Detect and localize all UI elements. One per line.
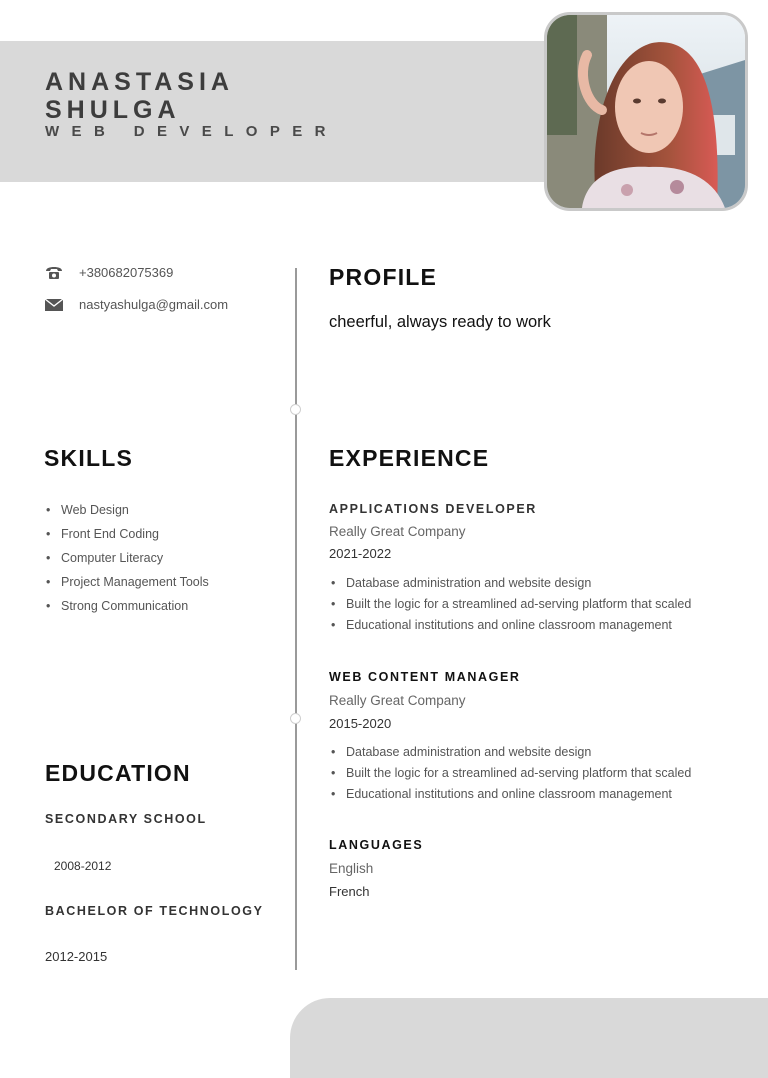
experience-heading: EXPERIENCE [329, 445, 490, 471]
education-years: 2008-2012 [54, 859, 112, 873]
list-item: • Educational institutions and online classroom management [329, 615, 691, 636]
skills-list [44, 498, 209, 618]
list-item: • Database administration and website design [329, 573, 691, 594]
footer-band [290, 998, 768, 1078]
job-company: Really Great Company [329, 693, 466, 708]
education-heading: EDUCATION [45, 760, 191, 786]
last-name: SHULGA [45, 96, 181, 124]
profile-text: cheerful, always ready to work [329, 313, 551, 331]
job-years: 2015-2020 [329, 716, 392, 731]
education-years: 2012-2015 [45, 949, 108, 964]
list-item: • Educational institutions and online classroom management [329, 784, 691, 805]
job-years: 2021-2022 [329, 546, 392, 561]
list-item: • Built the logic for a streamlined ad-serving platform that scaled [329, 594, 691, 615]
job-bullets [329, 742, 691, 805]
list-item: • Computer Literacy [44, 546, 209, 570]
job-bullets [329, 573, 691, 636]
skills-heading: SKILLS [44, 445, 133, 471]
education-title: SECONDARY SCHOOL [45, 812, 207, 826]
job-role: WEB DEVELOPER [45, 123, 338, 140]
profile-photo [544, 12, 748, 211]
language-item: French [329, 884, 370, 899]
email-address: nastyashulga@gmail.com [79, 297, 229, 312]
list-item: • Built the logic for a streamlined ad-serving platform that scaled [329, 763, 691, 784]
job-title: APPLICATIONS DEVELOPER [329, 502, 537, 516]
first-name: ANASTASIA [45, 68, 234, 96]
list-item: • Project Management Tools [44, 570, 209, 594]
education-title: BACHELOR OF TECHNOLOGY [45, 904, 264, 918]
language-item: English [329, 861, 374, 876]
phone-icon [45, 266, 63, 280]
list-item: • Database administration and website design [329, 742, 691, 763]
column-divider [295, 268, 297, 970]
list-item: • Strong Communication [44, 594, 209, 618]
phone-number: +380682075369 [79, 265, 174, 280]
portrait-image [547, 15, 745, 208]
list-item: • Front End Coding [44, 522, 209, 546]
divider-node [290, 404, 301, 415]
profile-heading: PROFILE [329, 264, 438, 290]
job-company: Really Great Company [329, 524, 466, 539]
envelope-icon [45, 299, 63, 311]
divider-node [290, 713, 301, 724]
list-item: • Web Design [44, 498, 209, 522]
job-title: WEB CONTENT MANAGER [329, 670, 521, 684]
languages-heading: LANGUAGES [329, 838, 424, 852]
